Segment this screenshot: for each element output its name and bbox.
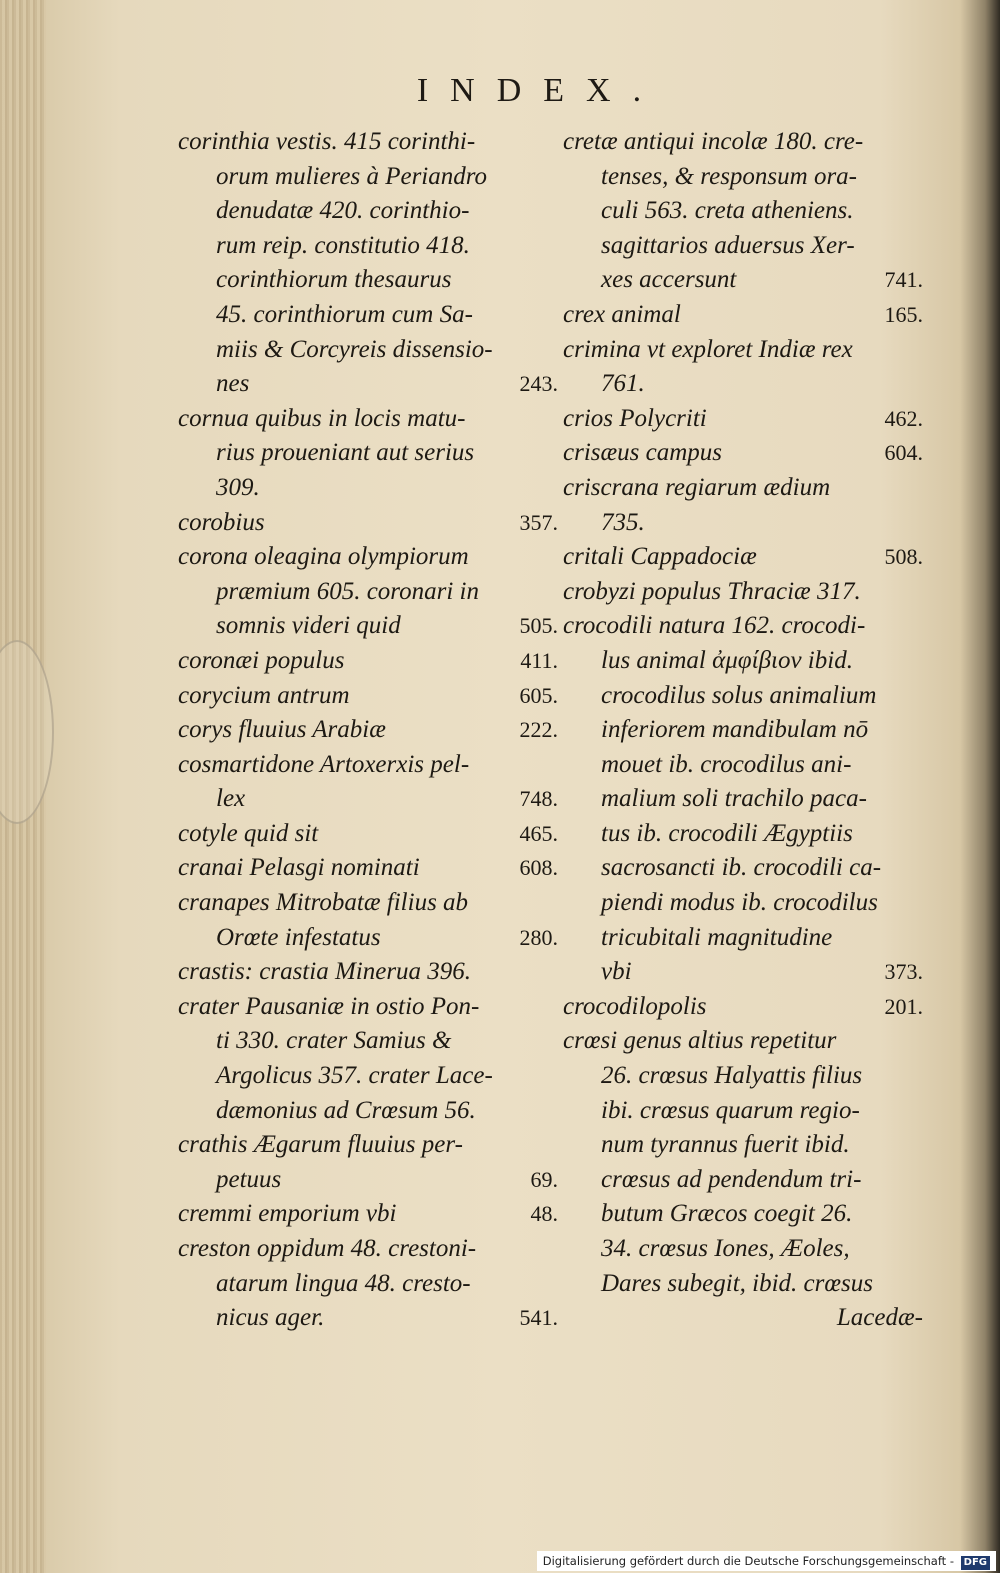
entry-text: creston oppidum 48. crestoni- [178, 1235, 477, 1262]
page-reference: 741. [884, 267, 923, 293]
entry-text: dæmonius ad Crœsum 56. [216, 1096, 476, 1124]
page-title: INDEX. [416, 72, 664, 109]
page-reference: 48. [530, 1201, 558, 1227]
index-entry-line [178, 1163, 558, 1198]
index-entry-line [563, 367, 923, 402]
index-entry-line [563, 955, 923, 990]
entry-text: butum Græcos coegit 26. [601, 1200, 853, 1228]
index-entry-line [178, 471, 558, 506]
index-entry-line [563, 748, 923, 783]
entry-text: lex [216, 785, 246, 813]
index-entry-line [563, 1301, 923, 1336]
entry-text: atarum lingua 48. cresto- [216, 1269, 471, 1297]
page-reference: 280. [519, 924, 558, 950]
index-entry-line [563, 263, 923, 298]
index-entry-line [563, 160, 923, 195]
entry-text: cosmartidone Artoxerxis pel- [178, 750, 470, 778]
entry-text: 34. crœsus Iones, Æoles, [601, 1235, 850, 1262]
entry-text: inferiorem mandibulam nō [601, 716, 869, 744]
index-entry-line [178, 886, 558, 921]
entry-text: lus animal ἀμφίβιον ibid. [601, 646, 853, 674]
index-entry-line [178, 609, 558, 644]
entry-text: crater Pausaniæ in ostio Pon- [178, 992, 480, 1020]
index-entry-line [563, 1094, 923, 1129]
index-entry-line [563, 506, 923, 541]
page-reference: 462. [884, 405, 923, 431]
index-entry-line [563, 609, 923, 644]
page-reference: 201. [884, 993, 923, 1019]
index-entry-line [563, 851, 923, 886]
entry-text: 26. crœsus Halyattis filius [601, 1062, 863, 1090]
index-entry-line [178, 679, 558, 714]
index-entry-line [563, 298, 923, 333]
entry-text: num tyrannus fuerit ibid. [601, 1131, 850, 1159]
page-reference: 608. [519, 855, 558, 881]
index-entry-line [178, 436, 558, 471]
dfg-logo: DFG [961, 1556, 990, 1570]
entry-text: cranai Pelasgi nominati [178, 854, 420, 882]
entry-text: corona oleagina olympiorum [178, 543, 469, 571]
entry-text: crathis Ægarum fluuius per- [178, 1131, 463, 1159]
index-entry-line [563, 1163, 923, 1198]
entry-text: denudatæ 420. corinthio- [216, 197, 470, 225]
index-entry-line [178, 851, 558, 886]
page-reference: 69. [530, 1166, 558, 1192]
entry-text: Argolicus 357. crater Lace- [216, 1062, 493, 1090]
entry-text: cotyle quid sit [178, 819, 319, 847]
page-reference: 373. [884, 959, 923, 985]
entry-text: tricubitali magnitudine [601, 923, 833, 951]
page-reference: 541. [519, 1305, 558, 1331]
entry-text: criscrana regiarum ædium [563, 473, 831, 501]
entry-text: Lacedæ- [836, 1304, 923, 1332]
index-entry-line [178, 644, 558, 679]
entry-text: crios Polycriti [563, 404, 707, 432]
page-reference: 411. [520, 647, 558, 673]
index-entry-line [563, 782, 923, 817]
index-entry-line [563, 817, 923, 852]
index-entry-line [178, 1267, 558, 1302]
index-entry-line [178, 1024, 558, 1059]
entry-text: miis & Corcyreis dissensio- [216, 335, 493, 363]
index-entry-line [563, 125, 923, 160]
index-entry-line [563, 333, 923, 368]
entry-text: crocodilus solus animalium [601, 681, 877, 709]
entry-text: nes [216, 370, 250, 398]
entry-text: Orœte infestatus [216, 923, 381, 951]
index-entry-line [178, 990, 558, 1025]
entry-text: critali Cappadociæ [563, 543, 757, 571]
index-entry-line [178, 955, 558, 990]
index-entry-line [178, 333, 558, 368]
index-entry-line [178, 160, 558, 195]
entry-text: orum mulieres à Periandro [216, 162, 488, 190]
index-entry-line [178, 782, 558, 817]
page-reference: 505. [519, 613, 558, 639]
entry-text: crimina vt exploret Indiæ rex [563, 335, 853, 363]
index-entry-line [178, 229, 558, 264]
index-entry-line [178, 1094, 558, 1129]
entry-text: piendi modus ib. crocodilus [601, 889, 878, 917]
entry-text: rum reip. constitutio 418. [216, 231, 470, 259]
index-entry-line [563, 402, 923, 437]
page-reference: 508. [884, 544, 923, 570]
index-entry-line [178, 1232, 558, 1267]
index-entry-line [178, 921, 558, 956]
index-entry-line [178, 540, 558, 575]
index-entry-line [178, 1128, 558, 1163]
entry-text: præmium 605. coronari in [216, 577, 479, 605]
index-entry-line [178, 125, 558, 160]
entry-text: 45. corinthiorum cum Sa- [216, 300, 473, 328]
entry-text: cranapes Mitrobatæ filius ab [178, 889, 469, 917]
page-reference: 604. [884, 440, 923, 466]
entry-text: somnis videri quid [216, 612, 401, 640]
index-entry-line [563, 1128, 923, 1163]
index-entry-line [563, 713, 923, 748]
entry-text: cremmi emporium vbi [178, 1200, 397, 1228]
entry-text: petuus [216, 1165, 282, 1193]
credit-text: Digitalisierung gefördert durch die Deutsche Forschungsgemeinschaft - [542, 1554, 954, 1568]
entry-text: crobyzi populus Thraciæ 317. [563, 577, 861, 605]
entry-text: crœsi genus altius repetitur [563, 1027, 837, 1055]
index-entry-line [563, 540, 923, 575]
page-reference: 243. [519, 371, 558, 397]
entry-text: sacrosancti ib. crocodili ca- [601, 854, 882, 882]
page-reference: 165. [884, 301, 923, 327]
index-entry-line [563, 575, 923, 610]
entry-text: cretæ antiqui incolæ 180. cre- [563, 128, 864, 155]
index-column-left [178, 125, 558, 1336]
entry-text: tus ib. crocodili Ægyptiis [601, 819, 853, 847]
index-entry-line [178, 748, 558, 783]
index-column-right [563, 125, 923, 1336]
index-entry-line [563, 471, 923, 506]
entry-text: 761. [601, 370, 645, 398]
entry-text: crocodilopolis [563, 992, 707, 1020]
index-entry-line [178, 298, 558, 333]
index-entry-line [563, 1232, 923, 1267]
entry-text: vbi [601, 958, 632, 986]
index-entry-line [563, 194, 923, 229]
entry-text: ibi. crœsus quarum regio- [601, 1096, 860, 1124]
entry-text: coronæi populus [178, 646, 345, 674]
digitization-credit [537, 1551, 996, 1571]
index-entry-line [563, 921, 923, 956]
index-entry-line [563, 1197, 923, 1232]
page-reference: 748. [519, 786, 558, 812]
index-entry-line [178, 1301, 558, 1336]
entry-text: ti 330. crater Samius & [216, 1027, 452, 1055]
entry-text: 735. [601, 508, 645, 536]
entry-text: corinthia vestis. 415 corinthi- [178, 128, 476, 155]
index-entry-line [563, 644, 923, 679]
entry-text: mouet ib. crocodilus ani- [601, 750, 852, 778]
index-entry-line [563, 990, 923, 1025]
entry-text: culi 563. creta atheniens. [601, 197, 854, 225]
entry-text: crastis: crastia Minerua 396. [178, 958, 472, 986]
index-entry-line [563, 229, 923, 264]
entry-text: xes accersunt [601, 266, 737, 294]
index-entry-line [178, 1197, 558, 1232]
index-entry-line [178, 817, 558, 852]
page-reference: 605. [519, 682, 558, 708]
index-entry-line [563, 1059, 923, 1094]
index-entry-line [178, 263, 558, 298]
index-entry-line [563, 886, 923, 921]
entry-text: Dares subegit, ibid. crœsus [601, 1269, 873, 1297]
page-reference: 222. [519, 717, 558, 743]
entry-text: sagittarios aduersus Xer- [601, 231, 855, 259]
entry-text: corys fluuius Arabiæ [178, 716, 386, 744]
index-entry-line [178, 367, 558, 402]
entry-text: 309. [216, 473, 260, 501]
entry-text: nicus ager. [216, 1304, 325, 1332]
entry-text: tenses, & responsum ora- [601, 162, 858, 190]
entry-text: crocodili natura 162. crocodi- [563, 612, 866, 640]
index-entry-line [178, 194, 558, 229]
page-reference: 465. [519, 820, 558, 846]
entry-text: cornua quibus in locis matu- [178, 404, 466, 432]
index-entry-line [178, 575, 558, 610]
index-entry-line [563, 679, 923, 714]
entry-text: corobius [178, 508, 265, 536]
entry-text: corinthiorum thesaurus [216, 266, 452, 294]
entry-text: corycium antrum [178, 681, 350, 709]
entry-text: rius proueniant aut serius [216, 439, 475, 467]
entry-text: crex animal [563, 300, 681, 328]
index-entry-line [178, 506, 558, 541]
entry-text: crœsus ad pendendum tri- [601, 1165, 862, 1193]
index-entry-line [178, 1059, 558, 1094]
index-entry-line [563, 436, 923, 471]
page-reference: 357. [519, 509, 558, 535]
index-entry-line [563, 1267, 923, 1302]
entry-text: malium soli trachilo paca- [601, 785, 867, 813]
index-entry-line [178, 402, 558, 437]
entry-text: crisæus campus [563, 439, 723, 467]
index-entry-line [563, 1024, 923, 1059]
index-entry-line [178, 713, 558, 748]
